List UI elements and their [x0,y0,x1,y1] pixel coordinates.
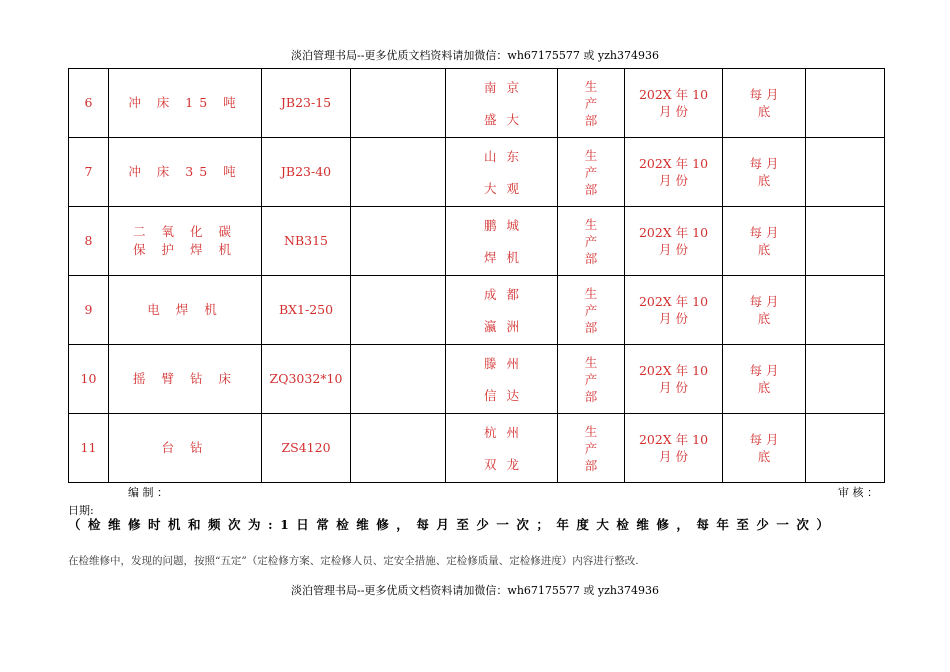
row-number-text: 11 [80,440,97,455]
table-row [69,69,885,138]
department-char: 生 [584,423,598,439]
equipment-model-text: JB23-15 [280,95,332,110]
maintenance-time-line: 月 份 [659,173,688,188]
equipment-name [109,69,262,138]
editor-label: 编 制 ： [128,486,168,499]
equipment-maintenance-table [68,68,885,483]
blank-cell [806,276,885,345]
maintenance-cycle [723,69,806,138]
maintenance-time [625,138,723,207]
row-number-text: 10 [80,371,97,386]
department-char: 部 [584,388,598,404]
table-row [69,345,885,414]
row-number-text: 9 [84,302,93,317]
maintenance-cycle [723,207,806,276]
blank-cell [806,345,885,414]
row-number [69,69,109,138]
department-char: 产 [584,371,598,387]
table-row [69,138,885,207]
maintenance-time-line: 月 份 [659,380,688,395]
row-number [69,207,109,276]
equipment-name [109,414,262,483]
equipment-model-text: ZQ3032*10 [269,371,343,386]
blank-cell [351,345,446,414]
equipment-model [262,138,351,207]
department-char: 部 [584,250,598,266]
manufacturer [446,345,558,414]
maintenance-time-line: 月 份 [659,242,688,257]
manufacturer-text: 杭州双龙 [483,425,529,472]
equipment-name-text: 电 焊 机 [147,302,223,317]
department-text [558,285,624,336]
manufacturer-text: 山东大观 [483,149,529,196]
maintenance-cycle-line: 底 [757,380,771,395]
equipment-name [109,138,262,207]
manufacturer-text: 南京盛大 [483,80,529,127]
blank-cell [806,207,885,276]
department-char: 产 [584,95,598,111]
department-char: 生 [584,285,598,301]
date-label: 日期: [68,504,94,517]
equipment-name-text: 冲 床 35 吨 [128,164,242,179]
manufacturer [446,207,558,276]
manufacturer [446,138,558,207]
department-char: 生 [584,216,598,232]
department [558,345,625,414]
department [558,414,625,483]
equipment-model-text: NB315 [284,233,328,248]
blank-cell [351,207,446,276]
page-header: 淡泊管理书局--更多优质文档资料请加微信：wh67175577 或 yzh374936 [291,49,659,62]
department-char: 部 [584,112,598,128]
table-row [69,414,885,483]
equipment-name [109,276,262,345]
department-char: 部 [584,457,598,473]
maintenance-cycle [723,276,806,345]
manufacturer-text: 滕州信达 [483,356,529,403]
table-row [69,207,885,276]
maintenance-time [625,414,723,483]
row-number-text: 6 [84,95,93,110]
equipment-model-text: BX1-250 [278,302,334,317]
manufacturer [446,414,558,483]
department-char: 生 [584,354,598,370]
row-number [69,138,109,207]
rectification-note: 在检维修中，发现的问题，按照“五定”（定检修方案、定检修人员、定安全措施、定检修质量、定检修进度）内容进行整改. [68,555,639,567]
department-char: 生 [584,147,598,163]
maintenance-cycle-line: 每 月 [749,225,779,240]
equipment-model [262,276,351,345]
manufacturer-text: 成都瀛洲 [483,287,529,334]
maintenance-cycle-line: 每 月 [749,432,779,447]
maintenance-frequency-rule: （检维修时机和频次为:1日常检维修，每月至少一次；年度大检维修，每年至少一次） [68,517,837,532]
department [558,138,625,207]
equipment-name-text: 台 钻 [161,440,209,455]
department-char: 产 [584,440,598,456]
maintenance-time [625,345,723,414]
maintenance-cycle-line: 每 月 [749,156,779,171]
row-number [69,414,109,483]
equipment-name-text: 二 氧 化 碳 保 护 焊 机 [133,224,237,257]
maintenance-time-line: 月 份 [659,104,688,119]
department-char: 产 [584,164,598,180]
equipment-name [109,345,262,414]
department-char: 产 [584,302,598,318]
department [558,207,625,276]
maintenance-cycle-line: 底 [757,104,771,119]
manufacturer-text: 鹏城焊机 [483,218,529,265]
row-number [69,276,109,345]
department-char: 产 [584,233,598,249]
maintenance-time-line: 202X 年 10 [638,87,709,102]
blank-cell [351,276,446,345]
blank-cell [806,69,885,138]
department-char: 部 [584,319,598,335]
maintenance-cycle-line: 每 月 [749,294,779,309]
row-number-text: 8 [84,233,93,248]
equipment-name-text: 摇 臂 钻 床 [133,371,237,386]
blank-cell [351,138,446,207]
maintenance-time-line: 202X 年 10 [638,432,709,447]
maintenance-time-line: 202X 年 10 [638,363,709,378]
reviewer-label: 审 核 ： [838,486,878,499]
department-text [558,354,624,405]
maintenance-cycle-line: 每 月 [749,87,779,102]
maintenance-time [625,69,723,138]
blank-cell [351,414,446,483]
maintenance-time-line: 月 份 [659,311,688,326]
equipment-model-text: ZS4120 [281,440,331,455]
maintenance-cycle-line: 底 [757,173,771,188]
department-text [558,216,624,267]
maintenance-time-line: 202X 年 10 [638,225,709,240]
department [558,276,625,345]
maintenance-time-line: 202X 年 10 [638,294,709,309]
maintenance-cycle-line: 底 [757,311,771,326]
equipment-model [262,414,351,483]
maintenance-time [625,207,723,276]
blank-cell [806,138,885,207]
maintenance-cycle-line: 底 [757,242,771,257]
department-text [558,78,624,129]
equipment-model [262,345,351,414]
blank-cell [806,414,885,483]
maintenance-cycle [723,414,806,483]
maintenance-cycle-line: 每 月 [749,363,779,378]
maintenance-time [625,276,723,345]
department-text [558,147,624,198]
maintenance-time-line: 月 份 [659,449,688,464]
blank-cell [351,69,446,138]
manufacturer [446,69,558,138]
equipment-model [262,69,351,138]
equipment-model-text: JB23-40 [280,164,332,179]
equipment-name-text: 冲 床 15 吨 [128,95,242,110]
equipment-name [109,207,262,276]
equipment-model [262,207,351,276]
row-number-text: 7 [84,164,93,179]
maintenance-cycle-line: 底 [757,449,771,464]
table-row [69,276,885,345]
department-text [558,423,624,474]
department-char: 部 [584,181,598,197]
maintenance-cycle [723,345,806,414]
maintenance-cycle [723,138,806,207]
department [558,69,625,138]
department-char: 生 [584,78,598,94]
page-footer: 淡泊管理书局--更多优质文档资料请加微信：wh67175577 或 yzh374936 [291,584,659,597]
maintenance-time-line: 202X 年 10 [638,156,709,171]
manufacturer [446,276,558,345]
row-number [69,345,109,414]
